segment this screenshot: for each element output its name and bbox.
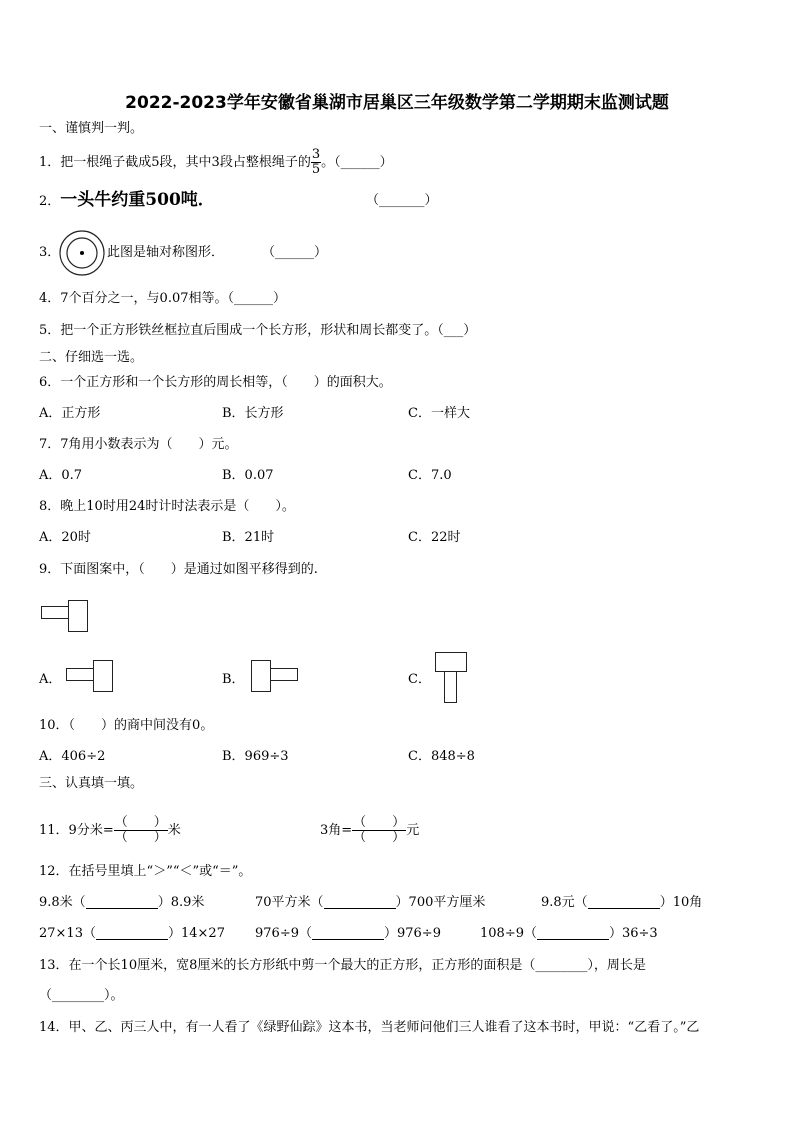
question-9: 9．下面图案中，（ ）是通过如图平移得到的.	[39, 562, 318, 577]
q10-option-b[interactable]: B．969÷3	[222, 749, 289, 764]
q10-option-a[interactable]: A．406÷2	[39, 749, 106, 764]
q11-unit-2: 元	[406, 823, 420, 838]
question-7: 7．7角用小数表示为（ ）元。	[39, 437, 238, 452]
question-11	[39, 816, 181, 845]
q12-blank-6[interactable]	[537, 927, 609, 940]
q12-blank-5[interactable]	[312, 927, 384, 940]
q6-option-b[interactable]: B．长方形	[222, 406, 284, 421]
q12-blank-3[interactable]	[588, 896, 660, 909]
page-title: 2022-2023学年安徽省巢湖市居巢区三年级数学第二学期期末监测试题	[125, 93, 669, 113]
q12-blank-2[interactable]	[324, 896, 396, 909]
q9-option-a-shape	[66, 660, 116, 692]
section-2-heading: 二、仔细选一选。	[39, 350, 144, 365]
q2-number: 2．	[39, 194, 61, 209]
q11-fraction-2[interactable]: $\frac{( )}{( )}$	[353, 815, 406, 845]
question-5: 5．把一个正方形铁丝框拉直后围成一个长方形，形状和周长都变了。（___）	[39, 323, 477, 338]
question-13: 13．在一个长10厘米，宽8厘米的长方形纸中剪一个最大的正方形，正方形的面积是（________），周长是	[39, 958, 646, 973]
question-10: 10．（ ）的商中间没有0。	[39, 718, 214, 733]
q1-answer-blank[interactable]: 。（______）	[321, 155, 393, 170]
q1-stem: 1．把一根绳子截成5段，其中3段占整根绳子的	[39, 155, 311, 170]
q11-left-label: 9分米=	[68, 823, 114, 838]
q2-stem: 一头牛约重500吨．	[60, 190, 215, 210]
q8-option-b[interactable]: B．21时	[222, 530, 275, 545]
q12-item-1: 9.8米（ ）8.9米	[39, 895, 205, 910]
q3-stem: 此图是轴对称图形．	[107, 245, 225, 260]
q9-option-b-shape	[251, 660, 301, 692]
q2-answer-blank[interactable]: （_______）	[366, 193, 438, 208]
q9-option-c[interactable]: C．	[408, 672, 431, 687]
q12-item-2: 70平方米（ ）700平方厘米	[255, 895, 486, 910]
question-6: 6．一个正方形和一个长方形的周长相等，（ ）的面积大。	[39, 375, 392, 390]
q7-option-c[interactable]: C．7.0	[408, 468, 452, 483]
question-3-number: 3．	[39, 245, 61, 260]
q9-option-a[interactable]: A．	[39, 672, 62, 687]
q8-option-c[interactable]: C．22时	[408, 530, 461, 545]
q12-item-3: 9.8元（ ）10角	[541, 895, 703, 910]
q11-part-2	[320, 816, 419, 845]
q12-item-5: 976÷9（ ）976÷9	[255, 926, 441, 941]
question-4: 4．7个百分之一，与0.07相等。（______）	[39, 291, 286, 306]
q7-option-b[interactable]: B．0.07	[222, 468, 274, 483]
q6-option-a[interactable]: A．正方形	[39, 406, 101, 421]
concentric-circles-figure	[58, 229, 106, 277]
section-1-heading: 一、谨慎判一判。	[39, 121, 144, 136]
q8-option-a[interactable]: A．20时	[39, 530, 91, 545]
q9-option-c-shape	[435, 652, 469, 704]
question-14: 14．甲、乙、丙三人中，有一人看了《绿野仙踪》这本书，当老师问他们三人谁看了这本书时，甲说：“乙看了。”乙	[39, 1020, 700, 1035]
q6-option-c[interactable]: C．一样大	[408, 406, 470, 421]
question-8: 8．晚上10时用24时计时法表示是（ ）。	[39, 499, 295, 514]
q11-fraction-1[interactable]: $\frac{( )}{( )}$	[114, 815, 167, 845]
q9-reference-shape	[41, 600, 91, 632]
q3-answer-blank[interactable]: （______）	[262, 245, 328, 260]
question-13-cont: （________）。	[39, 988, 124, 1003]
q11-unit-1: 米	[167, 823, 181, 838]
q9-option-b[interactable]: B．	[222, 672, 245, 687]
question-12: 12．在括号里填上“＞”“＜”或“＝”。	[39, 864, 252, 879]
q7-option-a[interactable]: A．0.7	[39, 468, 83, 483]
q12-blank-1[interactable]	[86, 896, 158, 909]
q12-blank-4[interactable]	[96, 927, 168, 940]
question-2	[39, 191, 215, 211]
q1-fraction: $\frac{3}{5}$	[311, 147, 321, 177]
q11-number: 11．	[39, 823, 69, 838]
q12-item-6: 108÷9（ ）36÷3	[480, 926, 658, 941]
q11-right-label: 3角=	[320, 823, 353, 838]
q10-option-c[interactable]: C．848÷8	[408, 749, 475, 764]
section-3-heading: 三、认真填一填。	[39, 776, 144, 791]
q12-item-4: 27×13（ ）14×27	[39, 926, 225, 941]
question-1	[39, 148, 393, 177]
